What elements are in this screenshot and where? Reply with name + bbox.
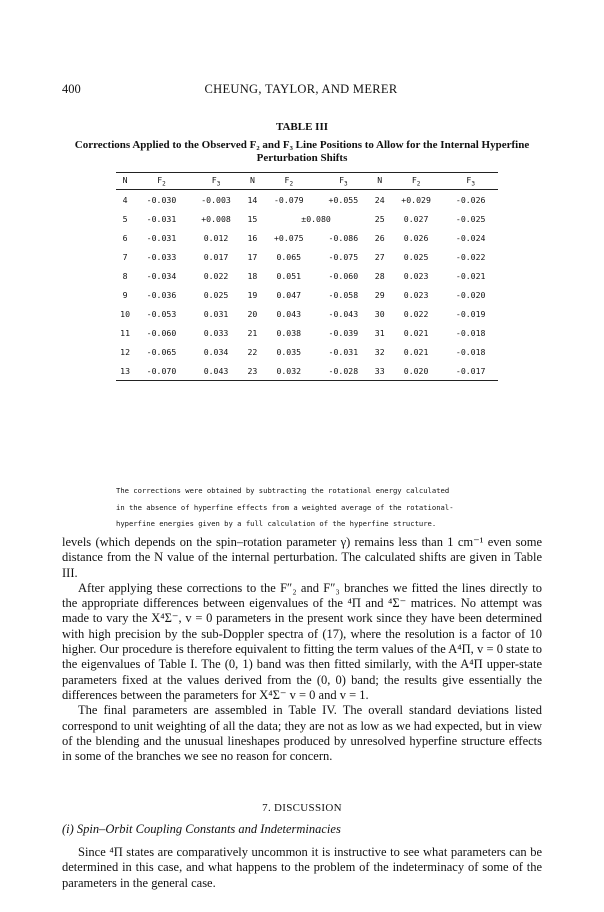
table-cell: +0.008 [201,213,231,224]
table-cell: -0.031 [146,213,177,224]
table-cell: 0.022 [403,308,429,319]
col-header: N [122,174,128,185]
table-cell: 15 [247,213,258,224]
table-caption-line: Perturbation Shifts [256,152,348,164]
table-cell: -0.030 [146,194,177,205]
table-cell: 0.025 [203,289,229,300]
footnote-line: hyperfine energies given by a full calculation of the hyperfine structure. [116,519,437,528]
table-cell: 10 [120,308,131,319]
col-header: $F_2$ [411,174,421,188]
table-cell: 0.021 [403,327,429,338]
col-header: N [377,174,383,185]
table-cell: 0.033 [203,327,229,338]
table-cell: 16 [247,232,258,243]
table-cell: -0.017 [443,361,498,381]
table-cell: -0.021 [455,270,486,281]
table-cell: 24 [374,194,385,205]
table-caption-line: Corrections Applied to the Observed F₂ and F₃ Line Positions to Allow for the Internal Hyperfine [74,139,530,151]
table-cell: 5 [122,213,128,224]
table-cell: 20 [247,308,258,319]
table-cell: 0.038 [276,327,302,338]
table-cell: 0.051 [276,270,302,281]
table-cell: +0.029 [401,194,431,205]
data-table [116,172,498,381]
paragraph: The final parameters are assembled in Table IV. The overall standard deviations listed correspond to unit weighting of all the data; they are not as low as we had expected, but in view of the blending and the unusual lineshapes produced by unresolved hyperfine structure effects in some of the branches we see no reason for concern. [62,703,542,764]
table-cell: 22 [247,346,258,357]
table-row [116,285,498,304]
table-row [116,323,498,342]
table-cell: 6 [122,232,128,243]
table-cell: 0.021 [403,346,429,357]
table-cell: 0.023 [403,289,429,300]
paragraph: Since ⁴Π states are comparatively uncommon it is instructive to see what parameters can be determined in this case, and what happens to the problem of the indeterminacy of some of the parameters in the general case. [62,845,542,890]
col-header: $F_3$ [466,174,475,188]
table-cell: 0.035 [276,346,302,357]
table-cell: -0.031 [146,232,177,243]
table-row [116,342,498,361]
paragraph: levels (which depends on the spin–rotation parameter γ) remains less than 1 cm⁻¹ even some distance from the N value of the internal perturbation. The calculated shifts are given in Table III. [62,535,542,580]
table-cell: -0.036 [146,289,177,300]
col-header: $F_3$ [339,174,348,188]
table-cell: 0.047 [276,289,302,300]
footnote-line: in the absence of hyperfine effects from a weighted average of the rotational- [116,502,454,512]
table-cell: 27 [374,251,385,262]
table-row [116,247,498,266]
table-cell: 0.023 [403,270,429,281]
table-row [116,266,498,285]
table-cell: 12 [120,346,131,357]
section-heading: 7. DISCUSSION [262,802,342,814]
table-cell: -0.033 [146,251,177,262]
table-cell: 17 [247,251,258,262]
table-cell: 0.022 [203,270,229,281]
table-row [116,228,498,247]
col-header: $F_3$ [211,174,221,188]
table-cell: -0.058 [328,289,359,300]
table-cell: 0.065 [276,251,302,262]
subsection-heading: (i) Spin–Orbit Coupling Constants and Indeterminacies [62,822,341,836]
table-cell: 33 [371,361,389,381]
table-cell: 0.020 [389,361,444,381]
table-cell: 32 [374,346,385,357]
table-cell: 7 [122,251,128,262]
table-cell: -0.039 [328,327,359,338]
table-cell: -0.018 [455,346,486,357]
table-cell: -0.020 [455,289,486,300]
table-cell: -0.086 [328,232,359,243]
table-cell: +0.055 [328,194,359,205]
table-cell: -0.060 [146,327,177,338]
table-cell: 0.012 [203,232,229,243]
table-cell: 0.043 [189,361,244,381]
table-cell: 8 [122,270,128,281]
table-cell: 23 [243,361,261,381]
table-cell: 28 [374,270,385,281]
table-cell: 26 [374,232,385,243]
body-text [62,535,542,764]
table-cell: -0.019 [455,308,486,319]
table-row [116,190,498,210]
table-cell: 29 [374,289,385,300]
table-cell: -0.060 [328,270,359,281]
table-cell: 0.017 [203,251,229,262]
table-cell: -0.043 [328,308,359,319]
paragraph: After applying these corrections to the F″₂ and F″₃ branches we fitted the lines directly to the appropriate differences between eigenvalues of the ⁴Π and ⁴Σ⁻ matrices. No attempt was made to vary the X⁴Σ⁻, v = 0 parameters in the present work since they have been determined with high precision by the sub-Doppler spectra of (17), where the resolution is a factor of 10 higher. Our procedure is therefore equivalent to fitting the term values of the A⁴Π, v = 0 state to the eigenvalues of Table I. The (0, 1) band was then fitted similarly, with the A⁴Π upper-state parameters fixed at the values derived from the (0, 0) band; the results give essentially the differences between the parameters for X⁴Σ⁻ v = 0 and v = 1. [62,580,542,702]
table-cell: 0.031 [203,308,229,319]
table-cell: 14 [247,194,258,205]
table-row [116,304,498,323]
table-cell: -0.003 [201,194,231,205]
running-title: CHEUNG, TAYLOR, AND MERER [204,82,398,96]
table-title: TABLE III [275,121,329,133]
table-cell: 0.027 [403,213,429,224]
table-cell: 9 [122,289,128,300]
table-caption [62,139,542,165]
table-cell: 18 [247,270,258,281]
table-cell: 31 [374,327,385,338]
table-cell: -0.075 [328,251,359,262]
table-cell: +0.075 [273,232,304,243]
table-cell: -0.024 [455,232,486,243]
table-cell: 4 [122,194,128,205]
table-cell: -0.026 [455,194,486,205]
table-cell: -0.053 [146,308,177,319]
table-cell: 19 [247,289,258,300]
table-cell: 0.034 [203,346,229,357]
table-cell: 13 [116,361,134,381]
table-cell: -0.022 [455,251,486,262]
table-cell: ±0.080 [301,213,331,224]
table-cell: 0.025 [403,251,429,262]
table-cell: -0.028 [316,361,371,381]
table-cell: -0.018 [455,327,486,338]
table-cell: -0.025 [455,213,486,224]
table-cell: -0.034 [146,270,177,281]
table-cell: 0.032 [262,361,317,381]
table-cell: 0.026 [403,232,429,243]
body-text-discussion [62,845,542,891]
table-row [116,209,498,228]
table-row [116,361,498,381]
col-header: $F_2$ [284,174,294,188]
col-header: N [249,174,255,185]
table-header-row [116,173,498,190]
table-cell: 0.043 [276,308,302,319]
table-cell: -0.079 [273,194,304,205]
footnote-line: The corrections were obtained by subtracting the rotational energy calculated [116,486,450,495]
table-cell: 11 [120,327,131,338]
table-cell: -0.065 [146,346,177,357]
table-cell: -0.031 [328,346,359,357]
table-cell: -0.070 [134,361,189,381]
table-footnote [116,483,498,533]
table-cell: 21 [247,327,258,338]
col-header: $F_2$ [157,174,166,188]
page-number: 400 [62,82,81,96]
table-cell: 25 [374,213,385,224]
table-cell: 30 [374,308,385,319]
